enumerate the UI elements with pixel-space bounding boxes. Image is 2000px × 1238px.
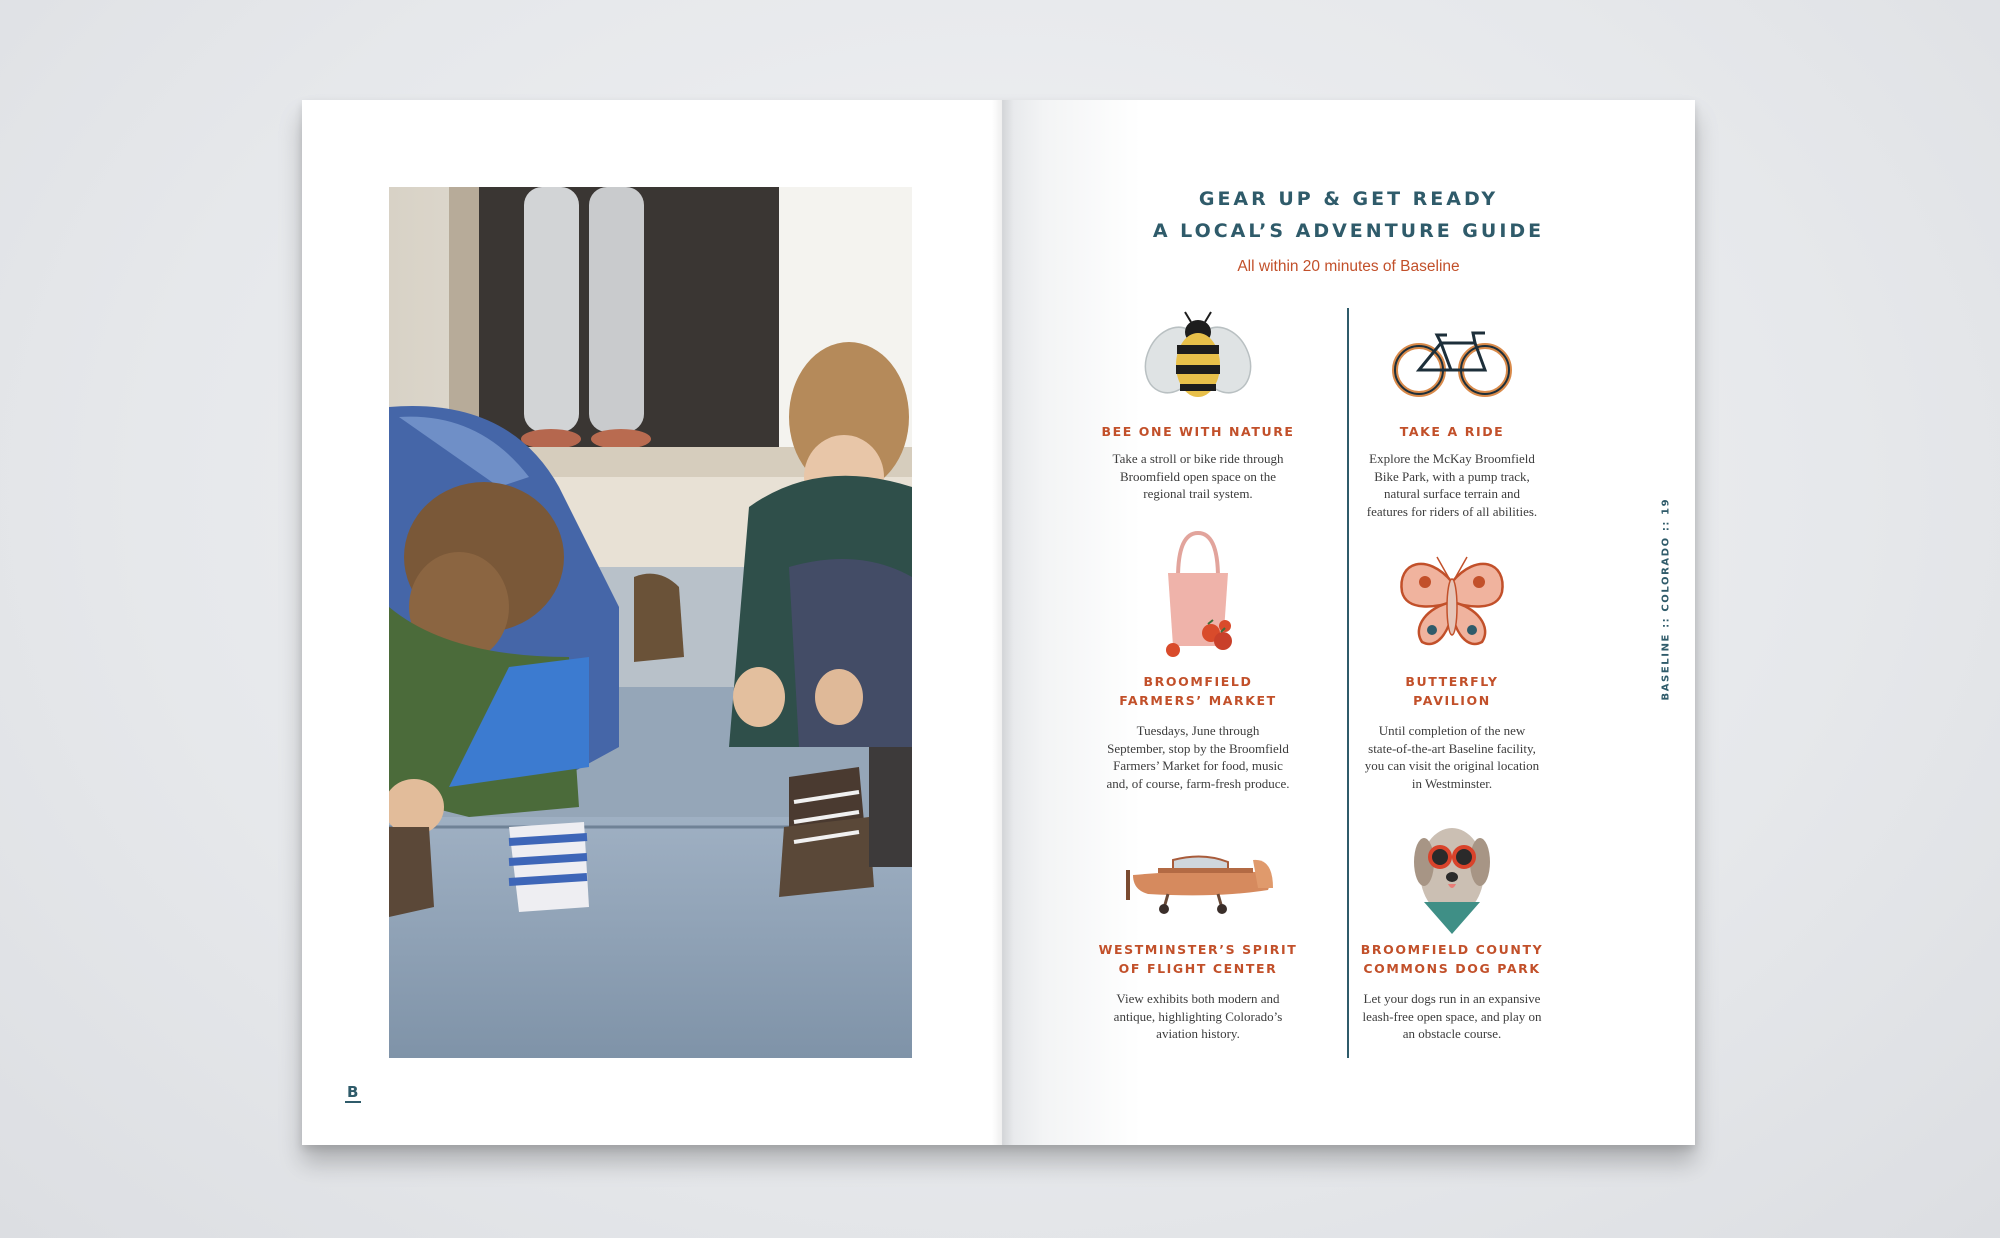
item-title: WESTMINSTER’S SPIRIT OF FLIGHT CENTER [1098, 942, 1298, 976]
butterfly-icon [1342, 552, 1562, 652]
item-description: Until completion of the new state-of-the-art Baseline facility, you can visit the original location in Westminster. [1364, 723, 1540, 791]
bicycle-icon [1342, 325, 1562, 400]
dog-icon [1342, 822, 1562, 937]
item-title: BEE ONE WITH NATURE [1101, 424, 1295, 439]
tote-bag-icon [1088, 528, 1308, 658]
page-folio: B [347, 1083, 360, 1101]
subheading: All within 20 minutes of Baseline [1237, 258, 1460, 275]
item-description: Take a stroll or bike ride through Broomfield open space on the regional trail system. [1112, 451, 1284, 502]
item-description: View exhibits both modern and antique, highlighting Colorado’s aviation history. [1113, 991, 1283, 1042]
magazine-spread [302, 100, 1695, 1145]
bee-icon [1088, 310, 1308, 405]
item-title: TAKE A RIDE [1399, 424, 1505, 439]
kids-tying-shoes-photo [389, 187, 912, 1058]
item-title: BROOMFIELD FARMERS’ MARKET [1119, 674, 1277, 708]
item-description: Explore the McKay Broomfield Bike Park, with a pump track, natural surface terrain and features for riders of all abilities. [1366, 451, 1538, 519]
side-running-head: BASELINE :: COLORADO :: 19 [1660, 497, 1672, 701]
right-page [1002, 100, 1695, 1145]
gutter-shadow [992, 100, 1014, 1145]
left-page [302, 100, 1002, 1145]
item-title: BUTTERFLY PAVILION [1405, 674, 1499, 708]
item-title: BROOMFIELD COUNTY COMMONS DOG PARK [1360, 942, 1544, 976]
item-description: Tuesdays, June through September, stop by the Broomfield Farmers’ Market for food, music and, of course, farm-fresh produce. [1106, 723, 1290, 791]
heading-line-1: GEAR UP & GET READY [1198, 188, 1499, 210]
item-description: Let your dogs run in an expansive leash-free open space, and play on an obstacle course. [1362, 991, 1542, 1042]
heading-line-2: A LOCAL’S ADVENTURE GUIDE [1152, 220, 1545, 242]
airplane-icon [1088, 850, 1308, 915]
